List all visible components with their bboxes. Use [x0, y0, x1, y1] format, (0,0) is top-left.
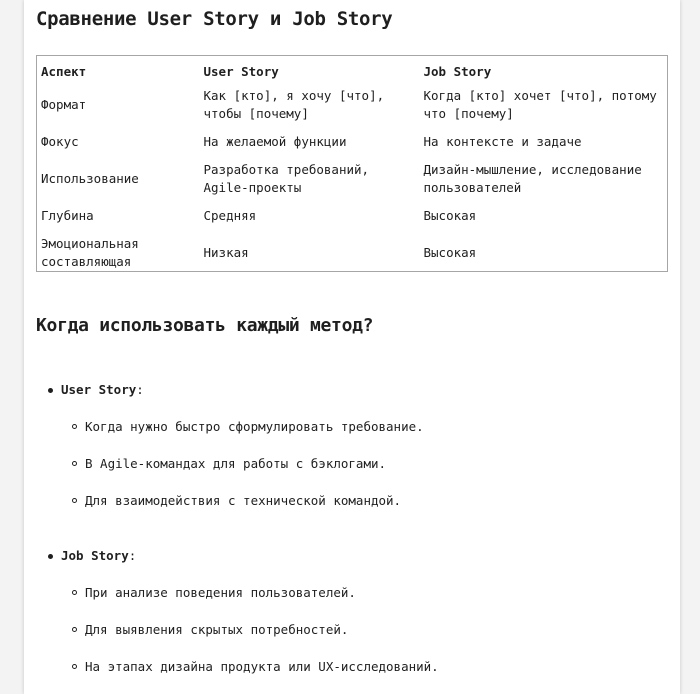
table-row [37, 86, 668, 123]
table-cell: Формат [41, 96, 87, 112]
sub-bullet-icon [72, 590, 77, 595]
table-header-cell: Job Story [423, 64, 492, 79]
sub-bullet-icon [72, 461, 77, 466]
table-cell: Высокая [423, 207, 477, 223]
table-header-cell: Аспект [41, 64, 87, 79]
document-page [24, 0, 680, 694]
page-title: Сравнение User Story и Job Story [36, 8, 393, 30]
table-header-row [37, 56, 668, 87]
table-cell: Средняя [203, 207, 257, 223]
list-item [61, 547, 136, 565]
bullet-icon [48, 388, 53, 393]
table-row [37, 197, 668, 234]
method-name: User Story [61, 382, 137, 397]
list-item: В Agile-командах для работы с бэклогами. [85, 456, 387, 471]
list-item: При анализе поведения пользователей. [85, 585, 356, 600]
table-cell: Высокая [423, 244, 477, 260]
table-cell: Низкая [203, 244, 249, 260]
sub-bullet-icon [72, 627, 77, 632]
list-item [61, 381, 144, 399]
table-cell: Глубина [41, 207, 94, 223]
comparison-table [36, 55, 668, 272]
method-name: Job Story [61, 548, 129, 563]
table-cell: Как [кто], я хочу [что], чтобы [почему] [203, 87, 385, 121]
table-cell: Когда [кто] хочет [что], потому что [почему] [423, 87, 657, 121]
sub-bullet-icon [72, 424, 77, 429]
table-cell: На желаемой функции [203, 133, 347, 149]
sub-bullet-icon [72, 498, 77, 503]
list-item: Когда нужно быстро сформулировать требование. [85, 419, 424, 434]
table-cell: Эмоциональная составляющая [41, 235, 139, 269]
list-item: Для выявления скрытых потребностей. [85, 622, 349, 637]
table-row [37, 234, 668, 272]
sub-bullet-icon [72, 664, 77, 669]
method-suffix: : [136, 382, 144, 397]
table-cell: На контексте и задаче [423, 133, 582, 149]
list-item: На этапах дизайна продукта или UX-исследований. [85, 659, 439, 674]
section-title: Когда использовать каждый метод? [36, 315, 374, 336]
table-cell: Использование [41, 170, 139, 186]
table-cell: Дизайн-мышление, исследование пользователей [423, 161, 642, 195]
table-cell: Разработка требований, Agile-проекты [203, 161, 370, 195]
method-suffix: : [128, 548, 137, 563]
table-cell: Фокус [41, 133, 79, 149]
table-row [37, 123, 668, 160]
table-row [37, 160, 668, 197]
table-header-cell: User Story [203, 64, 279, 79]
bullet-icon [48, 554, 53, 559]
list-item: Для взаимодействия с технической командой. [85, 493, 402, 508]
